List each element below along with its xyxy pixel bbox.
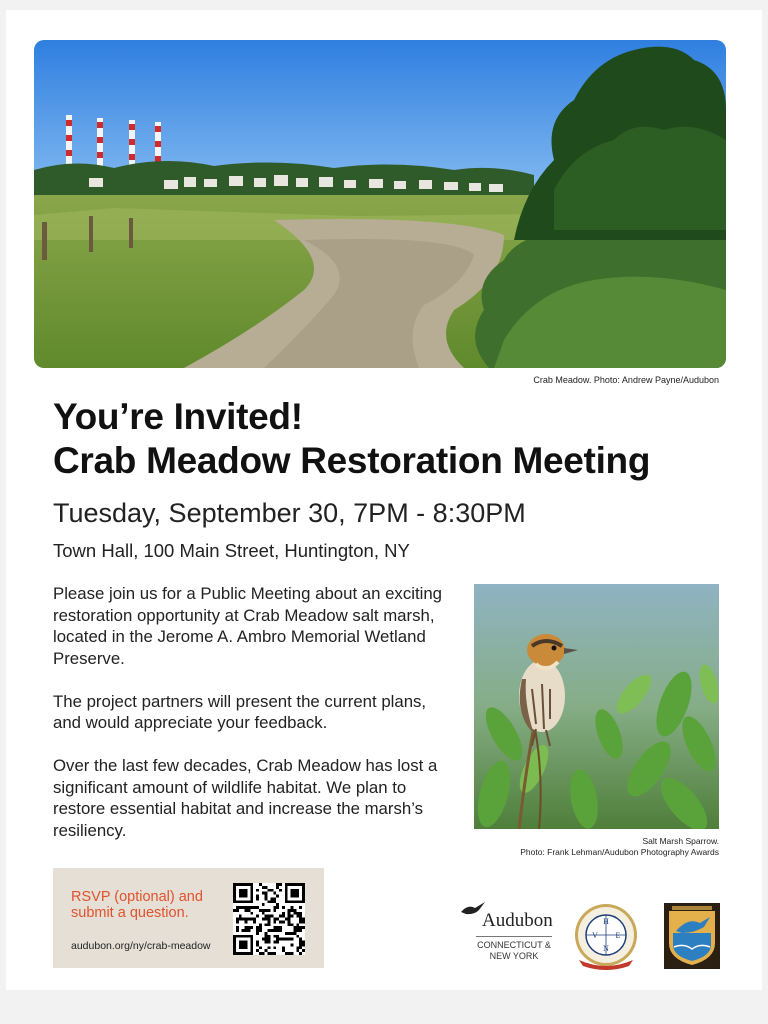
page-title [53, 395, 650, 483]
rsvp-box [53, 868, 324, 968]
audubon-subtitle-line1: CONNECTICUT & [477, 940, 551, 950]
sparrow-photo-caption [459, 836, 719, 858]
paragraph-habitat: Over the last few decades, Crab Meadow has lost a significant amount of wildlife habitat. We plan to restore essential habitat and increase the marsh’s resiliency. [53, 756, 438, 840]
qr-code-icon [233, 883, 305, 955]
description-text [53, 583, 443, 863]
sparrow-photo [474, 584, 719, 829]
marsh-hero-photo [34, 40, 726, 368]
audubon-subtitle-line2: NEW YORK [489, 951, 539, 961]
event-location: Town Hall, 100 Main Street, Huntington, NY [53, 540, 410, 561]
svg-text:V: V [592, 931, 598, 940]
paragraph-intro: Please join us for a Public Meeting about an exciting restoration opportunity at Crab Meadow salt marsh, located in the Jerome A. Ambro Memorial Wetland Preserve. [53, 584, 443, 668]
audubon-divider [476, 936, 552, 937]
paragraph-feedback: The project partners will present the current plans, and would appreciate your feedback. [53, 691, 427, 732]
event-datetime: Tuesday, September 30, 7PM - 8:30PM [53, 498, 526, 528]
svg-text:H: H [603, 917, 609, 926]
title-line-meeting: Crab Meadow Restoration Meeting [53, 440, 651, 481]
audubon-logo [456, 898, 556, 973]
hero-photo-caption: Crab Meadow. Photo: Andrew Payne/Audubon [533, 375, 719, 385]
title-line-invited: You’re Invited! [53, 396, 303, 437]
svg-text:N: N [603, 944, 609, 953]
audubon-wordmark: Audubon [482, 910, 553, 931]
sparrow-caption-line1: Salt Marsh Sparrow. [642, 836, 719, 846]
hven-seal-logo [571, 902, 641, 972]
flyer-page [6, 10, 762, 990]
sparrow-caption-line2: Photo: Frank Lehman/Audubon Photography Awards [520, 847, 719, 857]
svg-text:E: E [615, 931, 621, 940]
rsvp-prompt: RSVP (optional) and submit a question. [71, 889, 203, 921]
usfws-shield-logo [664, 903, 720, 969]
rsvp-url: audubon.org/ny/crab-meadow [71, 940, 211, 952]
audubon-subtitle [476, 940, 552, 962]
